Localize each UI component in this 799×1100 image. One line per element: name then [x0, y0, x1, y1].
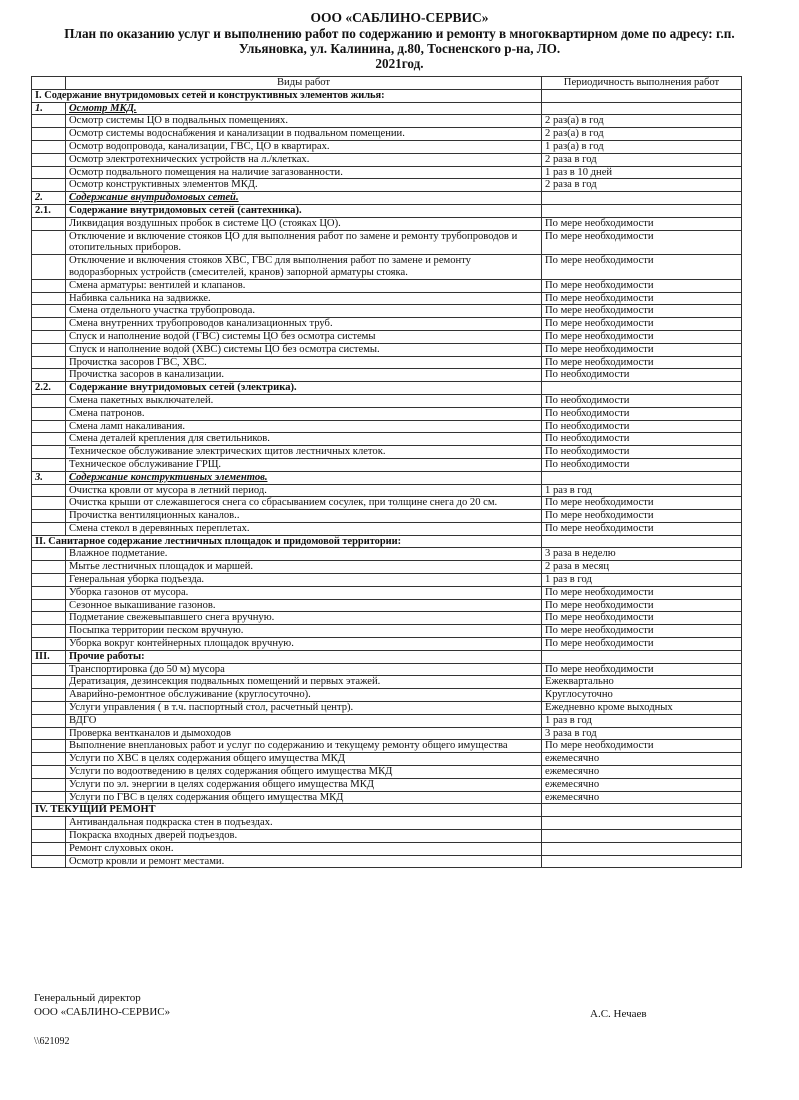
- signature-org: ООО «САБЛИНО-СЕРВИС»: [34, 1006, 171, 1018]
- row-number-cell: [32, 778, 66, 791]
- period-cell: По мере необходимости: [542, 522, 742, 535]
- table-row: [32, 842, 742, 855]
- row-number-cell: [32, 217, 66, 230]
- table-row: [32, 830, 742, 843]
- table-row: [32, 612, 742, 625]
- subsection-number: 2.1.: [32, 204, 66, 217]
- row-number-cell: [32, 702, 66, 715]
- work-cell: Очистка крыши от слежавшегося снега со сбрасыванием сосулек, при толщине снега до 20 см.: [66, 497, 542, 510]
- table-row: [32, 292, 742, 305]
- table-row: [32, 330, 742, 343]
- period-cell: ежемесячно: [542, 778, 742, 791]
- subsection-number: 3.: [32, 471, 66, 484]
- work-cell: Смена отдельного участка трубопровода.: [66, 305, 542, 318]
- work-cell: Спуск и наполнение водой (ГВС) системы ЦО без осмотра системы: [66, 330, 542, 343]
- table-row: [32, 305, 742, 318]
- row-number-cell: [32, 842, 66, 855]
- work-cell: Посыпка территории песком вручную.: [66, 625, 542, 638]
- row-number-cell: [32, 638, 66, 651]
- table-row: [32, 279, 742, 292]
- work-cell: Спуск и наполнение водой (ХВС) системы ЦО без осмотра системы.: [66, 343, 542, 356]
- work-cell: Прочистка засоров ГВС, ХВС.: [66, 356, 542, 369]
- subsection-number: 2.2.: [32, 382, 66, 395]
- period-cell: [542, 817, 742, 830]
- table-row: [32, 663, 742, 676]
- table-row: [32, 394, 742, 407]
- work-cell: Уборка газонов от мусора.: [66, 586, 542, 599]
- work-cell: Отключение и включения стояков ХВС, ГВС для выполнения работ по замене и ремонту водоразборных устройств (смесителей, кранов) запорной арматуры стояка.: [66, 255, 542, 280]
- plan-title-line2: Ульяновка, ул. Калинина, д.80, Тосненского р-на, ЛО.: [238, 41, 561, 56]
- work-cell: Подметание свежевыпавшего снега вручную.: [66, 612, 542, 625]
- period-cell: По мере необходимости: [542, 663, 742, 676]
- subsection-title: Содержание внутридомовых сетей (сантехника).: [66, 204, 542, 217]
- section-row: [32, 89, 742, 102]
- work-cell: Мытье лестничных площадок и маршей.: [66, 561, 542, 574]
- period-cell: По мере необходимости: [542, 510, 742, 523]
- row-number-cell: [32, 561, 66, 574]
- row-number-cell: [32, 510, 66, 523]
- work-cell: Услуги управления ( в т.ч. паспортный стол, расчетный центр).: [66, 702, 542, 715]
- period-cell: Ежедневно кроме выходных: [542, 702, 742, 715]
- row-number-cell: [32, 497, 66, 510]
- row-number-cell: [32, 433, 66, 446]
- header-period-cell: Периодичность выполнения работ: [542, 77, 742, 90]
- period-cell: [542, 830, 742, 843]
- table-row: [32, 522, 742, 535]
- table-row: [32, 714, 742, 727]
- work-cell: Сезонное выкашивание газонов.: [66, 599, 542, 612]
- row-number-cell: [32, 128, 66, 141]
- section-title: Прочие работы:: [66, 650, 542, 663]
- table-row: [32, 115, 742, 128]
- row-number-cell: [32, 343, 66, 356]
- row-number-cell: [32, 484, 66, 497]
- subsection-number: 1.: [32, 102, 66, 115]
- work-cell: Услуги по ГВС в целях содержания общего имущества МКД: [66, 791, 542, 804]
- row-number-cell: [32, 753, 66, 766]
- period-cell: Ежеквартально: [542, 676, 742, 689]
- row-number-cell: [32, 574, 66, 587]
- row-number-cell: [32, 766, 66, 779]
- period-cell: По необходимости: [542, 446, 742, 459]
- work-cell: ВДГО: [66, 714, 542, 727]
- work-cell: Прочистка вентиляционных каналов..: [66, 510, 542, 523]
- row-number-cell: [32, 318, 66, 331]
- work-cell: Осмотр кровли и ремонт местами.: [66, 855, 542, 868]
- plan-year: 2021год.: [375, 56, 424, 71]
- work-cell: Услуги по эл. энергии в целях содержания общего имущества МКД: [66, 778, 542, 791]
- period-cell: По мере необходимости: [542, 612, 742, 625]
- section-row: [32, 650, 742, 663]
- row-number-cell: [32, 548, 66, 561]
- period-cell: 1 раз(а) в год: [542, 140, 742, 153]
- period-cell: По мере необходимости: [542, 230, 742, 255]
- row-number-cell: [32, 292, 66, 305]
- period-cell: 3 раза в год: [542, 727, 742, 740]
- work-cell: Осмотр водопровода, канализации, ГВС, ЦО в квартирах.: [66, 140, 542, 153]
- table-row: [32, 510, 742, 523]
- row-number-cell: [32, 663, 66, 676]
- row-number-cell: [32, 625, 66, 638]
- work-cell: Антивандальная подкраска стен в подъездах.: [66, 817, 542, 830]
- subsection-row: [32, 471, 742, 484]
- table-row: [32, 778, 742, 791]
- period-cell: 2 раза в год: [542, 179, 742, 192]
- work-cell: Смена стекол в деревянных переплетах.: [66, 522, 542, 535]
- period-cell: По мере необходимости: [542, 497, 742, 510]
- row-number-cell: [32, 791, 66, 804]
- work-cell: Техническое обслуживание электрических щитов лестничных клеток.: [66, 446, 542, 459]
- table-row: [32, 702, 742, 715]
- table-row: [32, 625, 742, 638]
- table-row: [32, 689, 742, 702]
- work-cell: Техническое обслуживание ГРЩ.: [66, 458, 542, 471]
- work-cell: Услуги по водоотведению в целях содержания общего имущества МКД: [66, 766, 542, 779]
- company-title: ООО «САБЛИНО-СЕРВИС»: [310, 10, 489, 25]
- row-number-cell: [32, 140, 66, 153]
- subsection-title: Содержание внутридомовых сетей.: [66, 192, 542, 205]
- period-cell: ежемесячно: [542, 753, 742, 766]
- works-table: [31, 76, 742, 868]
- work-cell: Осмотр системы ЦО в подвальных помещениях.: [66, 115, 542, 128]
- signer-name: А.С. Нечаев: [590, 1008, 647, 1020]
- period-cell: 1 раз в год: [542, 574, 742, 587]
- row-number-cell: [32, 230, 66, 255]
- work-cell: Ликвидация воздушных пробок в системе ЦО (стояках ЦО).: [66, 217, 542, 230]
- section-title: II. Санитарное содержание лестничных площадок и придомовой территории:: [32, 535, 542, 548]
- period-cell: По необходимости: [542, 394, 742, 407]
- period-cell: По необходимости: [542, 433, 742, 446]
- work-cell: Очистка кровли от мусора в летний период.: [66, 484, 542, 497]
- table-row: [32, 446, 742, 459]
- table-row: [32, 753, 742, 766]
- table-row: [32, 586, 742, 599]
- row-number-cell: [32, 714, 66, 727]
- work-cell: Смена ламп накаливания.: [66, 420, 542, 433]
- work-cell: Дератизация, дезинсекция подвальных помещений и первых этажей.: [66, 676, 542, 689]
- work-cell: Прочистка засоров в канализации.: [66, 369, 542, 382]
- header-work-cell: Виды работ: [66, 77, 542, 90]
- signature-role: Генеральный директор: [34, 992, 141, 1004]
- row-number-cell: [32, 689, 66, 702]
- table-row: [32, 855, 742, 868]
- period-cell: По мере необходимости: [542, 599, 742, 612]
- table-row: [32, 179, 742, 192]
- work-cell: Осмотр конструктивных элементов МКД.: [66, 179, 542, 192]
- table-row: [32, 217, 742, 230]
- table-row: [32, 420, 742, 433]
- period-cell: По мере необходимости: [542, 279, 742, 292]
- period-cell: По мере необходимости: [542, 305, 742, 318]
- period-cell: По мере необходимости: [542, 318, 742, 331]
- period-cell: По мере необходимости: [542, 330, 742, 343]
- table-row: [32, 638, 742, 651]
- table-header-row: [32, 77, 742, 90]
- plan-title-line1: План по оказанию услуг и выполнению работ по содержанию и ремонту в многоквартирном доме по адресу: г.п.: [64, 26, 735, 41]
- row-number-cell: [32, 166, 66, 179]
- table-row: [32, 343, 742, 356]
- table-row: [32, 369, 742, 382]
- row-number-cell: [32, 612, 66, 625]
- row-number-cell: [32, 458, 66, 471]
- table-row: [32, 128, 742, 141]
- work-cell: Генеральная уборка подъезда.: [66, 574, 542, 587]
- subsection-row: [32, 204, 742, 217]
- table-row: [32, 497, 742, 510]
- period-cell: По необходимости: [542, 407, 742, 420]
- period-cell: По мере необходимости: [542, 292, 742, 305]
- period-cell: По необходимости: [542, 369, 742, 382]
- subsection-title: Осмотр МКД.: [66, 102, 542, 115]
- work-cell: Уборка вокруг контейнерных площадок вручную.: [66, 638, 542, 651]
- period-cell: По мере необходимости: [542, 255, 742, 280]
- table-row: [32, 356, 742, 369]
- table-row: [32, 407, 742, 420]
- table-row: [32, 740, 742, 753]
- section-title: I. Содержание внутридомовых сетей и конструктивных элементов жилья:: [32, 89, 542, 102]
- row-number-cell: [32, 153, 66, 166]
- table-row: [32, 166, 742, 179]
- table-row: [32, 153, 742, 166]
- period-cell: По мере необходимости: [542, 356, 742, 369]
- row-number-cell: [32, 855, 66, 868]
- period-cell: 2 раз(а) в год: [542, 115, 742, 128]
- work-cell: Влажное подметание.: [66, 548, 542, 561]
- work-cell: Аварийно-ремонтное обслуживание (круглосуточно).: [66, 689, 542, 702]
- work-cell: Набивка сальника на задвижке.: [66, 292, 542, 305]
- section-number: III.: [32, 650, 66, 663]
- period-cell: [542, 855, 742, 868]
- subsection-row: [32, 102, 742, 115]
- row-number-cell: [32, 830, 66, 843]
- period-cell: По мере необходимости: [542, 638, 742, 651]
- table-row: [32, 676, 742, 689]
- work-cell: Проверка вентканалов и дымоходов: [66, 727, 542, 740]
- subsection-row: [32, 382, 742, 395]
- table-row: [32, 727, 742, 740]
- table-row: [32, 458, 742, 471]
- table-row: [32, 484, 742, 497]
- table-row: [32, 140, 742, 153]
- row-number-cell: [32, 740, 66, 753]
- work-cell: Услуги по ХВС в целях содержания общего имущества МКД: [66, 753, 542, 766]
- period-cell: 2 раз(а) в год: [542, 128, 742, 141]
- document-number: \\621092: [34, 1036, 70, 1047]
- period-cell: По необходимости: [542, 458, 742, 471]
- row-number-cell: [32, 115, 66, 128]
- table-row: [32, 766, 742, 779]
- section-row: [32, 535, 742, 548]
- table-row: [32, 548, 742, 561]
- period-cell: По мере необходимости: [542, 217, 742, 230]
- subsection-row: [32, 192, 742, 205]
- work-cell: Ремонт слуховых окон.: [66, 842, 542, 855]
- period-cell: 1 раз в год: [542, 714, 742, 727]
- period-cell: ежемесячно: [542, 766, 742, 779]
- period-cell: Круглосуточно: [542, 689, 742, 702]
- period-cell: По мере необходимости: [542, 586, 742, 599]
- work-cell: Смена пакетных выключателей.: [66, 394, 542, 407]
- row-number-cell: [32, 407, 66, 420]
- row-number-cell: [32, 255, 66, 280]
- work-cell: Осмотр подвального помещения на наличие загазованности.: [66, 166, 542, 179]
- work-cell: Смена патронов.: [66, 407, 542, 420]
- work-cell: Осмотр электротехнических устройств на л./клетках.: [66, 153, 542, 166]
- table-row: [32, 574, 742, 587]
- row-number-cell: [32, 446, 66, 459]
- row-number-cell: [32, 727, 66, 740]
- section-row: [32, 804, 742, 817]
- subsection-title: Содержание конструктивных элементов.: [66, 471, 542, 484]
- period-cell: По мере необходимости: [542, 740, 742, 753]
- work-cell: Смена внутренних трубопроводов канализационных труб.: [66, 318, 542, 331]
- period-cell: По мере необходимости: [542, 625, 742, 638]
- period-cell: 1 раз в год: [542, 484, 742, 497]
- subsection-number: 2.: [32, 192, 66, 205]
- table-row: [32, 255, 742, 280]
- period-cell: По необходимости: [542, 420, 742, 433]
- work-cell: Выполнение внеплановых работ и услуг по содержанию и текущему ремонту общего имущества: [66, 740, 542, 753]
- period-cell: 3 раза в неделю: [542, 548, 742, 561]
- table-row: [32, 599, 742, 612]
- row-number-cell: [32, 369, 66, 382]
- period-cell: По мере необходимости: [542, 343, 742, 356]
- work-cell: Смена арматуры: вентилей и клапанов.: [66, 279, 542, 292]
- table-row: [32, 791, 742, 804]
- row-number-cell: [32, 522, 66, 535]
- row-number-cell: [32, 305, 66, 318]
- period-cell: [542, 842, 742, 855]
- row-number-cell: [32, 599, 66, 612]
- row-number-cell: [32, 586, 66, 599]
- work-cell: Покраска входных дверей подъездов.: [66, 830, 542, 843]
- row-number-cell: [32, 676, 66, 689]
- period-cell: 2 раза в год: [542, 153, 742, 166]
- table-row: [32, 817, 742, 830]
- period-cell: 1 раз в 10 дней: [542, 166, 742, 179]
- row-number-cell: [32, 817, 66, 830]
- period-cell: ежемесячно: [542, 791, 742, 804]
- row-number-cell: [32, 394, 66, 407]
- work-cell: Смена деталей крепления для светильников.: [66, 433, 542, 446]
- work-cell: Отключение и включение стояков ЦО для выполнения работ по замене и ремонту трубопроводов и отопительных приборов.: [66, 230, 542, 255]
- row-number-cell: [32, 279, 66, 292]
- section-title: IV. ТЕКУЩИЙ РЕМОНТ: [32, 804, 542, 817]
- row-number-cell: [32, 179, 66, 192]
- table-row: [32, 433, 742, 446]
- work-cell: Транспортировка (до 50 м) мусора: [66, 663, 542, 676]
- table-row: [32, 318, 742, 331]
- row-number-cell: [32, 330, 66, 343]
- period-cell: 2 раза в месяц: [542, 561, 742, 574]
- row-number-cell: [32, 420, 66, 433]
- subsection-title: Содержание внутридомовых сетей (электрика).: [66, 382, 542, 395]
- row-number-cell: [32, 356, 66, 369]
- work-cell: Осмотр системы водоснабжения и канализации в подвальном помещении.: [66, 128, 542, 141]
- table-row: [32, 230, 742, 255]
- table-row: [32, 561, 742, 574]
- header-num-cell: [32, 77, 66, 90]
